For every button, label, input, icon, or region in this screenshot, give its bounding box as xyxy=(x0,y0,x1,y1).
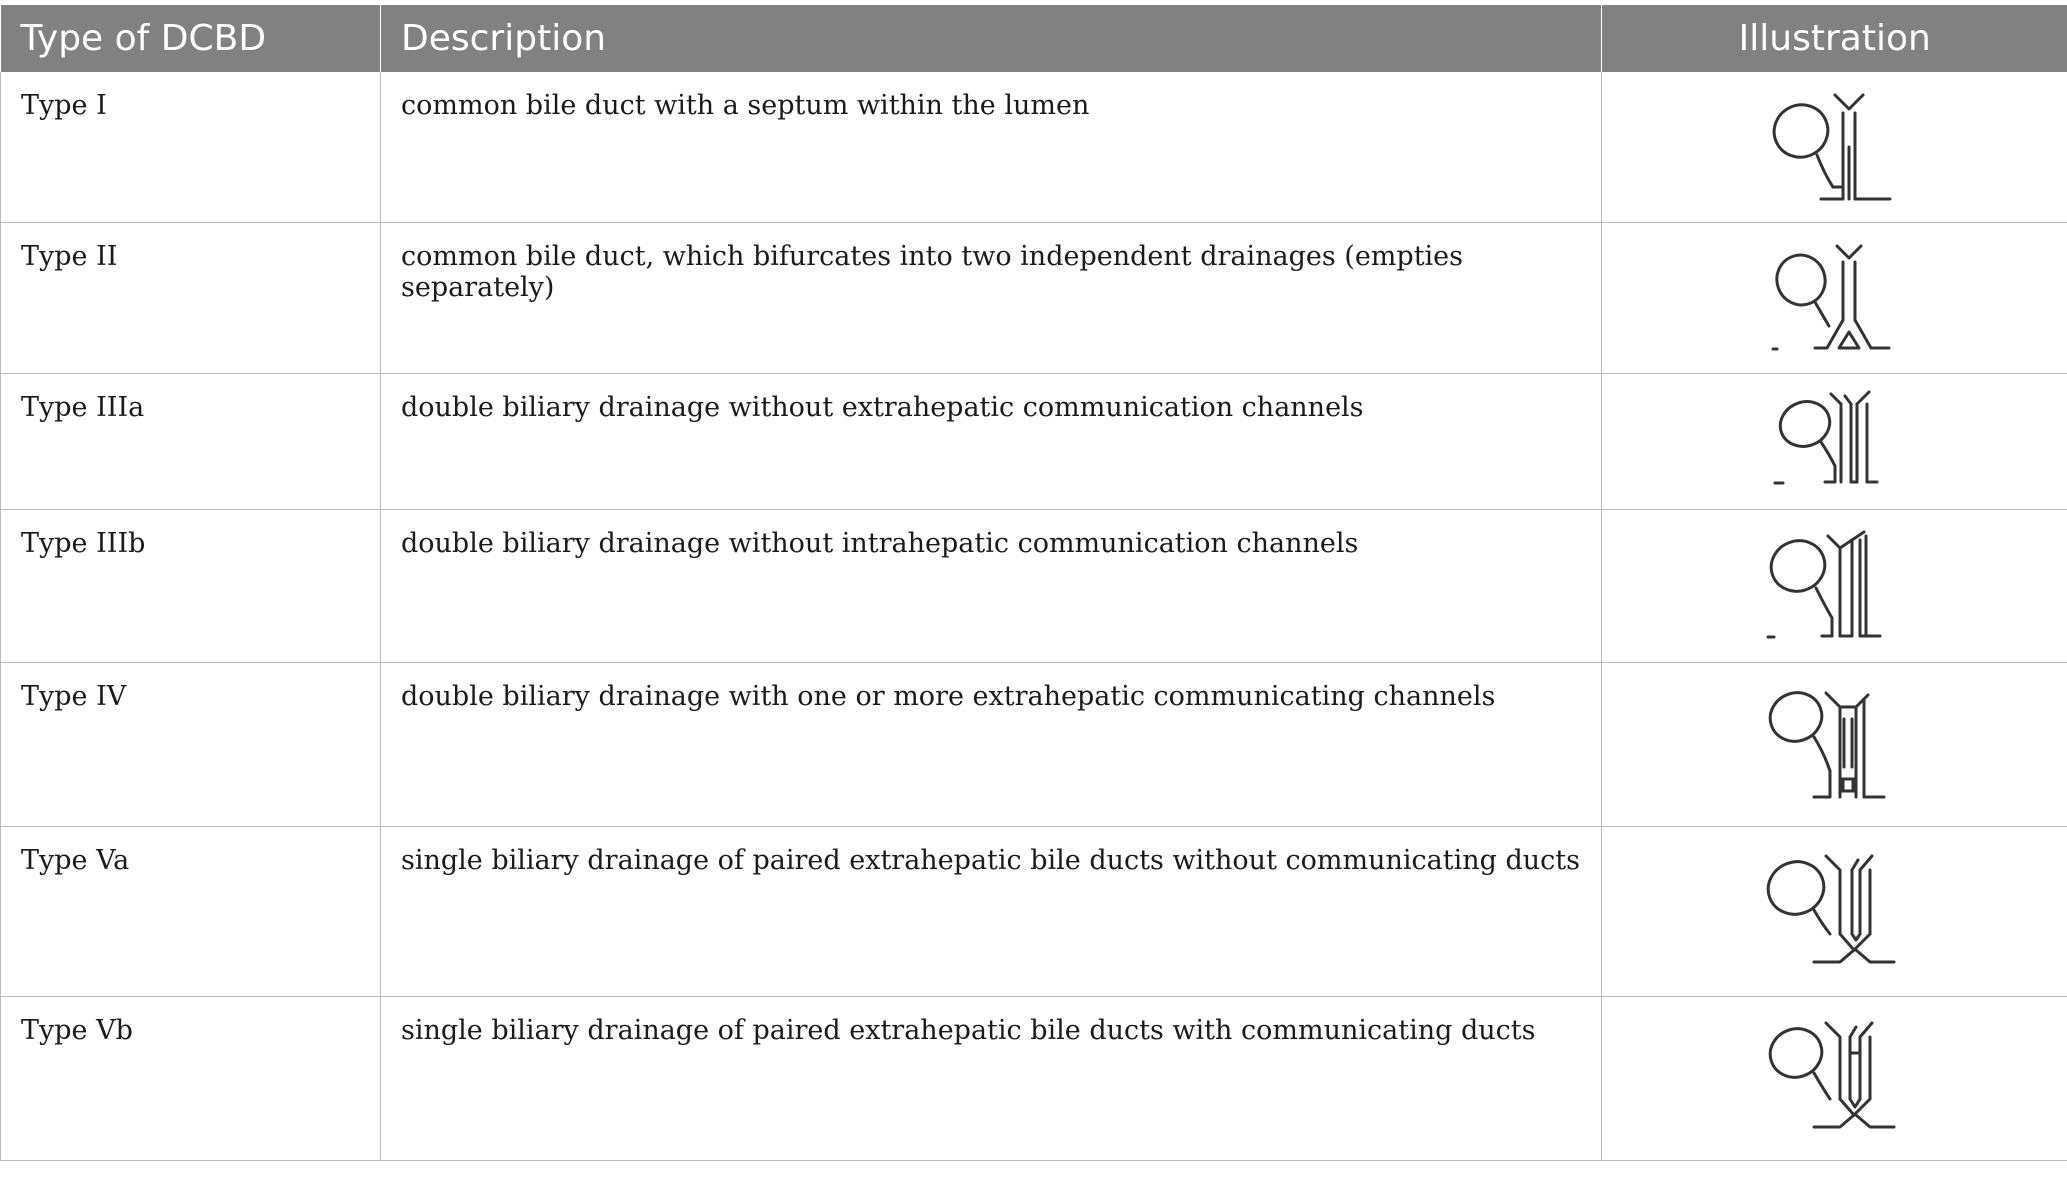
bile-duct-type-iiia-diagram-icon xyxy=(1765,386,1905,496)
row-type: Type Vb xyxy=(1,996,381,1160)
table-row xyxy=(1,826,2067,996)
row-type: Type IIIb xyxy=(1,509,381,662)
row-description: double biliary drainage with one or more extrahepatic communicating channels xyxy=(381,662,1602,826)
table-body xyxy=(1,72,2067,1160)
row-illustration xyxy=(1602,826,2067,996)
table-row xyxy=(1,996,2067,1160)
row-illustration xyxy=(1602,222,2067,373)
dcbd-classification-table xyxy=(0,5,2067,1161)
row-description: common bile duct, which bifurcates into two independent drainages (empties separately) xyxy=(381,222,1602,373)
row-type: Type II xyxy=(1,222,381,373)
row-illustration xyxy=(1602,373,2067,509)
row-illustration xyxy=(1602,996,2067,1160)
bile-duct-type-vb-diagram-icon xyxy=(1760,1013,1910,1143)
row-type: Type Va xyxy=(1,826,381,996)
table-row xyxy=(1,509,2067,662)
row-illustration xyxy=(1602,662,2067,826)
table xyxy=(0,5,2067,1161)
header-row xyxy=(1,5,2067,72)
header-type: Type of DCBD xyxy=(1,5,381,72)
table-header xyxy=(1,5,2067,72)
row-type: Type I xyxy=(1,72,381,222)
bile-duct-type-iiib-diagram-icon xyxy=(1760,526,1910,646)
header-illustration: Illustration xyxy=(1602,5,2067,72)
table-row xyxy=(1,72,2067,222)
bile-duct-type-va-diagram-icon xyxy=(1760,846,1910,976)
row-description: double biliary drainage without extrahepatic communication channels xyxy=(381,373,1602,509)
row-description: single biliary drainage of paired extrahepatic bile ducts with communicating ducts xyxy=(381,996,1602,1160)
row-description: double biliary drainage without intrahepatic communication channels xyxy=(381,509,1602,662)
row-illustration xyxy=(1602,72,2067,222)
table-row xyxy=(1,662,2067,826)
row-description: single biliary drainage of paired extrahepatic bile ducts without communicating ducts xyxy=(381,826,1602,996)
row-description: common bile duct with a septum within the lumen xyxy=(381,72,1602,222)
bile-duct-type-iv-diagram-icon xyxy=(1760,679,1910,809)
header-description: Description xyxy=(381,5,1602,72)
row-illustration xyxy=(1602,509,2067,662)
bile-duct-type-ii-diagram-icon xyxy=(1765,238,1905,358)
table-row xyxy=(1,222,2067,373)
bile-duct-type-i-diagram-icon xyxy=(1765,87,1905,207)
row-type: Type IV xyxy=(1,662,381,826)
row-type: Type IIIa xyxy=(1,373,381,509)
table-row xyxy=(1,373,2067,509)
